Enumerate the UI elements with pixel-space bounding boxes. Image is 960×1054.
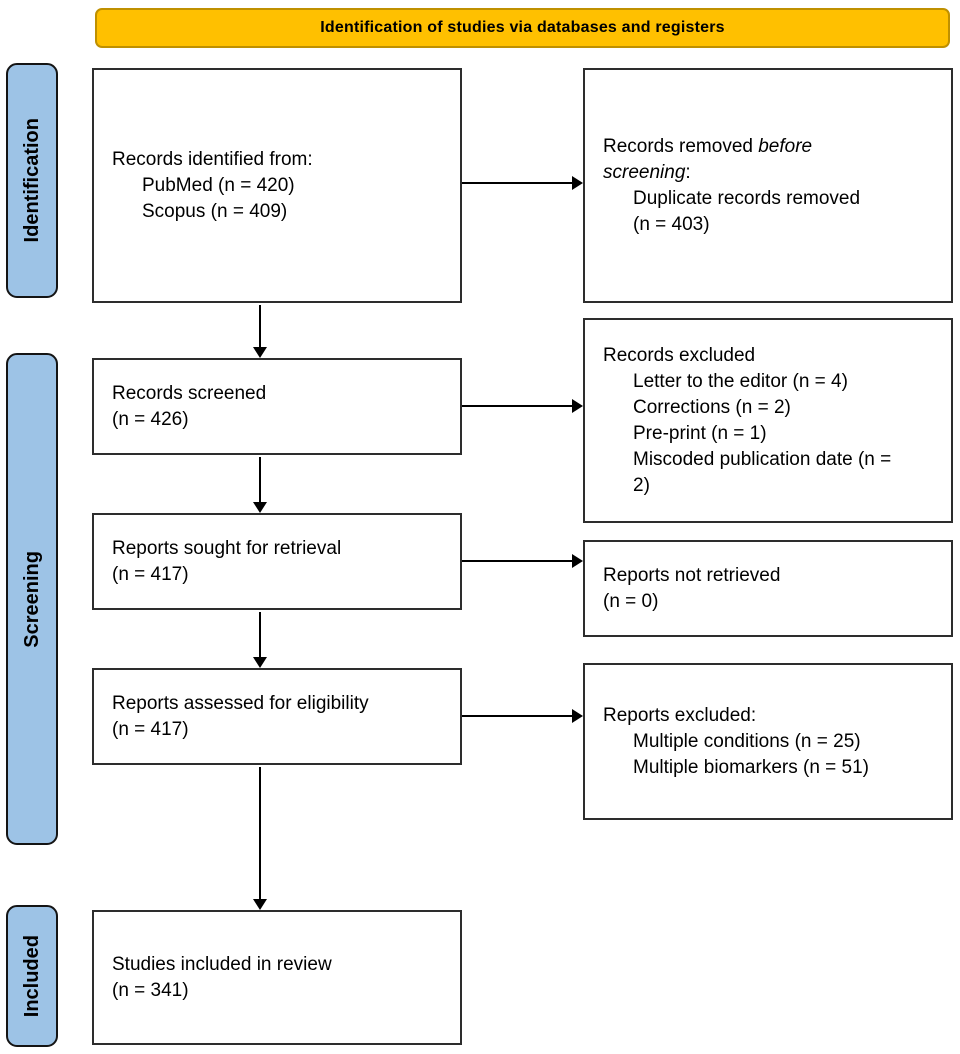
box-line: Corrections (n = 2) bbox=[633, 396, 791, 418]
box-line-italic-text: before bbox=[758, 135, 813, 157]
box-line-text: : bbox=[685, 161, 691, 183]
arrow-head-icon bbox=[253, 899, 267, 910]
stage-label-identification bbox=[6, 63, 58, 298]
arrow-head-icon bbox=[572, 709, 583, 723]
box-line: Miscoded publication date (n = bbox=[633, 448, 892, 470]
stage-label-text: Screening bbox=[20, 550, 43, 648]
arrow-head-icon bbox=[253, 657, 267, 668]
box-line: (n = 426) bbox=[112, 408, 189, 430]
stage-label-text: Identification bbox=[20, 118, 43, 243]
box-line: Reports not retrieved bbox=[603, 564, 781, 586]
arrow-shaft bbox=[259, 767, 261, 900]
arrow-head-icon bbox=[572, 176, 583, 190]
box-line: Records excluded bbox=[603, 344, 756, 366]
box-line: Reports assessed for eligibility bbox=[112, 692, 369, 714]
arrow-shaft bbox=[462, 182, 573, 184]
arrow-right-assessed-to-excluded bbox=[462, 709, 583, 723]
box-reports-excluded bbox=[583, 663, 953, 820]
box-line: 2) bbox=[633, 474, 650, 496]
box-reports-assessed-for-eligibility bbox=[92, 668, 462, 765]
box-line: Scopus (n = 409) bbox=[142, 200, 288, 222]
box-studies-included-in-review bbox=[92, 910, 462, 1045]
box-reports-not-retrieved bbox=[583, 540, 953, 637]
box-records-identified bbox=[92, 68, 462, 303]
arrow-shaft bbox=[259, 457, 261, 503]
box-line: (n = 403) bbox=[633, 213, 710, 235]
box-line: Multiple conditions (n = 25) bbox=[633, 730, 861, 752]
box-line: (n = 417) bbox=[112, 718, 189, 740]
arrow-shaft bbox=[462, 405, 573, 407]
box-line bbox=[603, 160, 939, 186]
arrow-down-assessed-to-included bbox=[253, 767, 267, 910]
arrow-head-icon bbox=[253, 347, 267, 358]
box-line: Records screened bbox=[112, 382, 267, 404]
arrow-right-identified-to-removed bbox=[462, 176, 583, 190]
box-line: PubMed (n = 420) bbox=[142, 174, 295, 196]
box-records-excluded bbox=[583, 318, 953, 523]
arrow-shaft bbox=[462, 715, 573, 717]
box-line-text: Records removed bbox=[603, 135, 759, 157]
arrow-head-icon bbox=[572, 399, 583, 413]
arrow-head-icon bbox=[572, 554, 583, 568]
arrow-down-sought-to-assessed bbox=[253, 612, 267, 668]
diagram-title-banner bbox=[95, 8, 950, 48]
box-line: Studies included in review bbox=[112, 953, 332, 975]
arrow-down-identified-to-screened bbox=[253, 305, 267, 358]
box-line bbox=[603, 134, 939, 160]
box-line: Reports sought for retrieval bbox=[112, 537, 342, 559]
box-line: Reports excluded: bbox=[603, 704, 757, 726]
arrow-shaft bbox=[462, 560, 573, 562]
stage-label-included bbox=[6, 905, 58, 1047]
box-line: Duplicate records removed bbox=[633, 187, 861, 209]
box-line: (n = 0) bbox=[603, 590, 659, 612]
arrow-down-screened-to-sought bbox=[253, 457, 267, 513]
arrow-right-screened-to-excluded bbox=[462, 399, 583, 413]
arrow-shaft bbox=[259, 612, 261, 658]
box-line: Records identified from: bbox=[112, 148, 313, 170]
box-line: Pre-print (n = 1) bbox=[633, 422, 767, 444]
box-line: Multiple biomarkers (n = 51) bbox=[633, 756, 870, 778]
box-line: (n = 417) bbox=[112, 563, 189, 585]
box-records-screened bbox=[92, 358, 462, 455]
box-line-italic-text: screening bbox=[603, 161, 686, 183]
box-reports-sought-for-retrieval bbox=[92, 513, 462, 610]
arrow-head-icon bbox=[253, 502, 267, 513]
arrow-right-sought-to-not-retrieved bbox=[462, 554, 583, 568]
stage-label-text: Included bbox=[20, 934, 43, 1018]
box-records-removed-before-screening bbox=[583, 68, 953, 303]
diagram-title: Identification of studies via databases and registers bbox=[320, 19, 725, 36]
box-line: (n = 341) bbox=[112, 979, 189, 1001]
box-line: Letter to the editor (n = 4) bbox=[633, 370, 848, 392]
stage-label-screening bbox=[6, 353, 58, 845]
arrow-shaft bbox=[259, 305, 261, 348]
